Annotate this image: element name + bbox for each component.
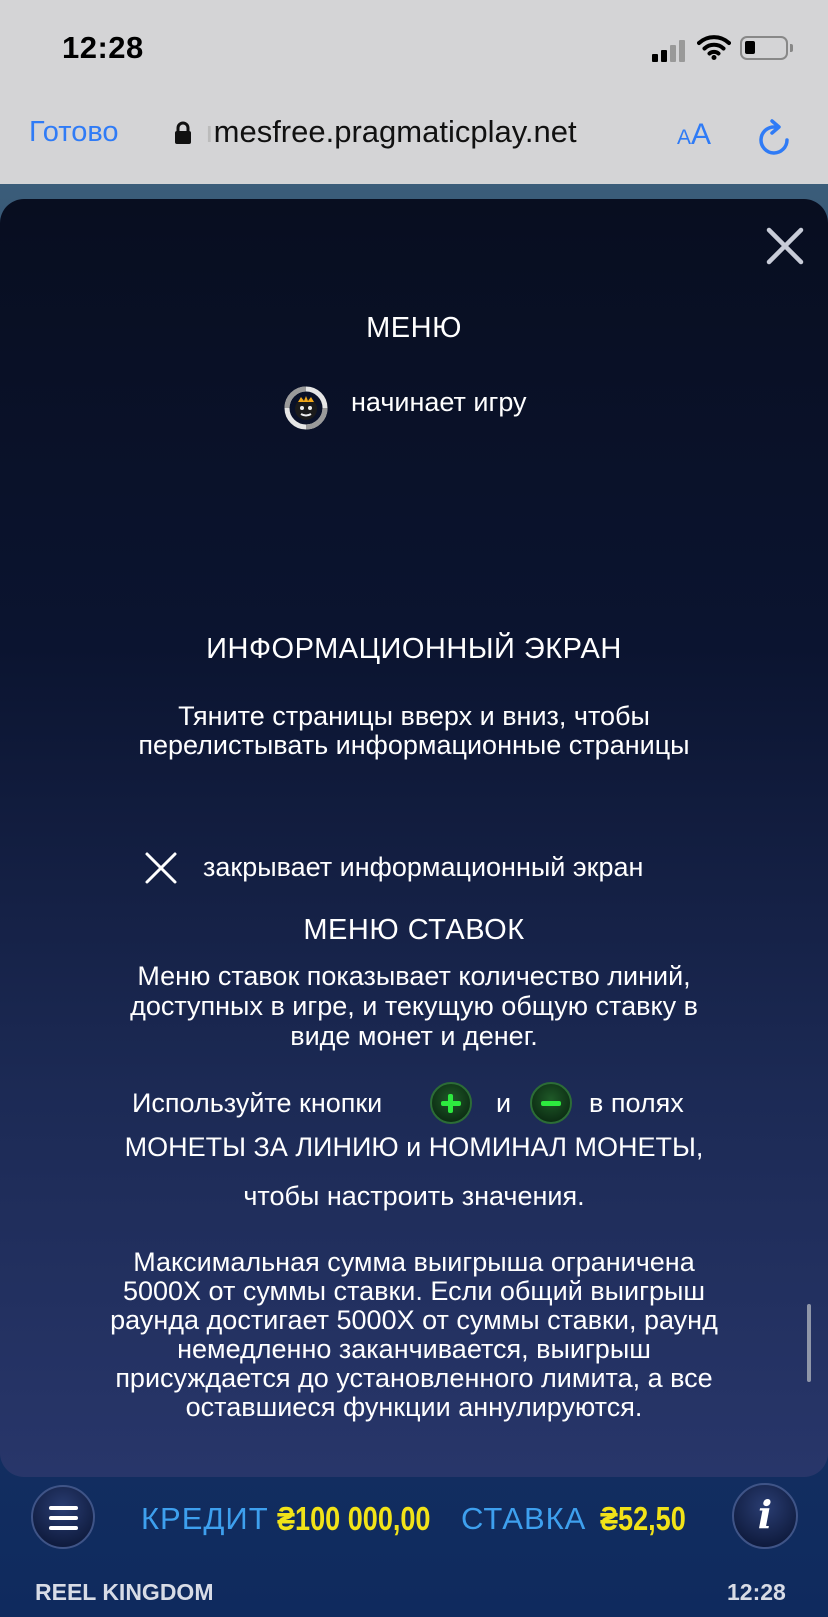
bet-desc-line2: доступных в игре, и текущую общую ставку в (130, 991, 698, 1021)
battery-icon (740, 36, 788, 60)
url-prefix: ı (205, 114, 214, 149)
use-buttons-prefix: Используйте кнопки (132, 1088, 383, 1118)
max-win-line3: раунда достигает 5000X от суммы ставки, раунд (110, 1305, 718, 1335)
lock-icon (174, 121, 192, 145)
done-button[interactable]: Готово (29, 116, 119, 148)
start-game-text: начинает игру (351, 387, 527, 417)
info-desc-line2: перелистывать информационные страницы (138, 730, 690, 760)
bet-desc-line1: Меню ставок показывает количество линий, (137, 961, 691, 991)
bet-menu-title: МЕНЮ СТАВОК (303, 914, 525, 946)
close-info-text: закрывает информационный экран (203, 852, 644, 882)
info-desc-line1: Тяните страницы вверх и вниз, чтобы (178, 701, 650, 731)
use-buttons-line2: МОНЕТЫ ЗА ЛИНИЮ и НОМИНАЛ МОНЕТЫ, (124, 1132, 704, 1162)
use-buttons-suffix: в полях (589, 1088, 684, 1118)
use-buttons-line3: чтобы настроить значения. (243, 1181, 585, 1211)
text-size-small-label: A (677, 126, 692, 149)
bet-value: ₴52,50 (600, 1500, 686, 1537)
status-time: 12:28 (62, 30, 144, 65)
close-x-icon (144, 851, 178, 885)
wifi-icon (697, 34, 731, 60)
max-win-line2: 5000X от суммы ставки. Если общий выигрыш (122, 1276, 706, 1306)
url-field[interactable] (205, 114, 577, 150)
minus-icon (530, 1082, 572, 1124)
bet-desc-line3: виде монет и денег. (290, 1021, 538, 1051)
credit-label: КРЕДИТ (141, 1501, 269, 1536)
spin-start-icon (284, 386, 328, 430)
hamburger-menu-button[interactable] (31, 1485, 95, 1549)
close-icon[interactable] (765, 226, 805, 266)
max-win-line1: Максимальная сумма выигрыша ограничена (133, 1247, 695, 1277)
max-win-line5: присуждается до установленного лимита, а все (115, 1363, 713, 1393)
info-button[interactable]: i (732, 1483, 798, 1549)
bet-label: СТАВКА (461, 1501, 587, 1536)
url-text: mesfree.pragmaticplay.net (213, 114, 577, 149)
provider-brand: REEL KINGDOM (35, 1579, 214, 1605)
text-size-large-label: A (691, 118, 712, 151)
plus-icon (430, 1082, 472, 1124)
cellular-signal-icon (652, 38, 686, 62)
max-win-line6: оставшиеся функции аннулируются. (185, 1392, 643, 1422)
info-screen-title: ИНФОРМАЦИОННЫЙ ЭКРАН (206, 633, 622, 665)
use-buttons-and: и (496, 1088, 512, 1118)
browser-bar (0, 96, 828, 184)
game-clock: 12:28 (727, 1579, 786, 1605)
scrollbar-thumb[interactable] (807, 1304, 811, 1382)
reload-icon[interactable] (757, 118, 793, 158)
max-win-line4: немедленно заканчивается, выигрыш (177, 1334, 651, 1364)
text-size-button[interactable] (677, 118, 711, 152)
menu-title: МЕНЮ (366, 312, 462, 344)
status-bar (0, 0, 828, 96)
credit-value: ₴100 000,00 (277, 1500, 431, 1537)
